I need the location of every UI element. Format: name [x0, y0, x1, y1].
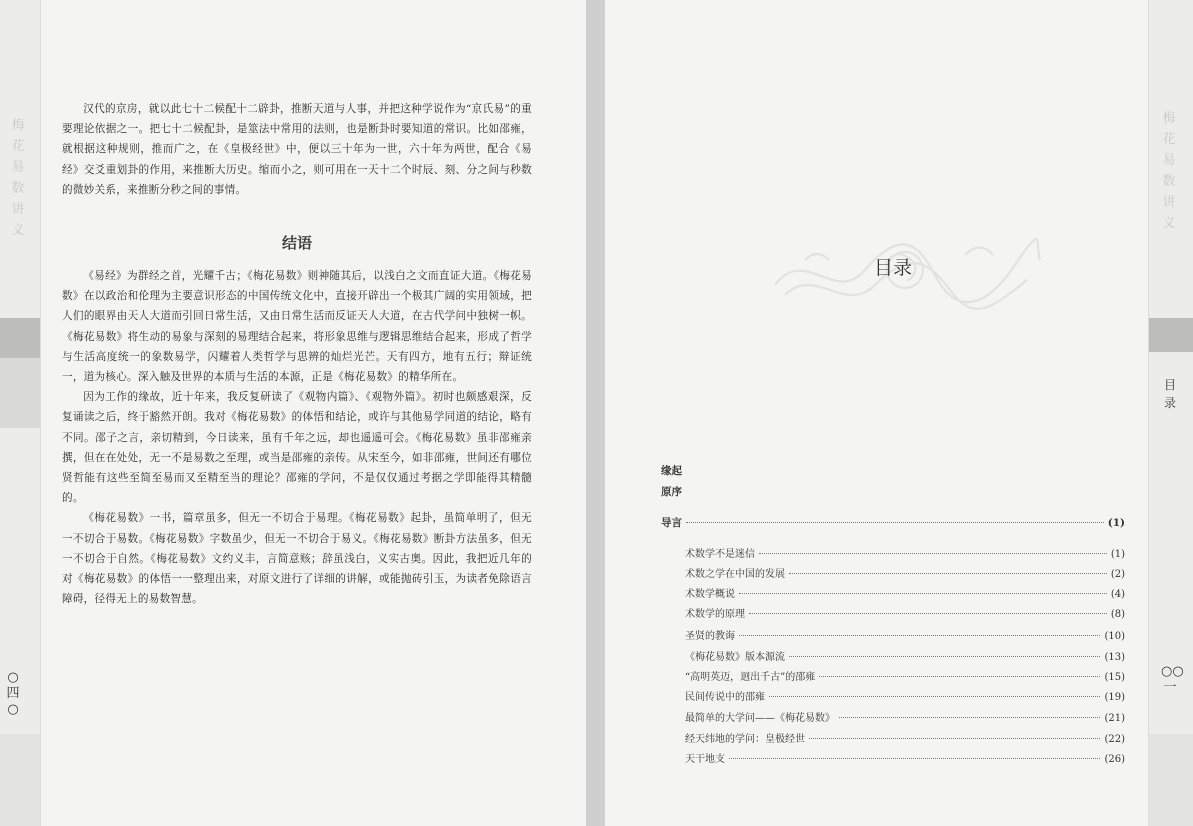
- toc-item-page: (1): [1110, 549, 1125, 560]
- toc-leader-dots: [759, 553, 1107, 554]
- toc-leader-dots: [839, 717, 1100, 718]
- toc-item-page: (15): [1104, 672, 1125, 683]
- toc-item-title: 天干地支: [685, 754, 725, 765]
- toc-item-title: 《梅花易数》版本源流: [685, 652, 785, 663]
- left-bottom-band: [0, 734, 40, 826]
- toc-item-page: (8): [1110, 609, 1125, 620]
- toc-item-title: 术数之学在中国的发展: [685, 569, 785, 580]
- toc-item-page: (10): [1104, 631, 1125, 642]
- toc-subitem[interactable]: [685, 605, 1125, 620]
- right-page-number: ○○一: [1161, 664, 1184, 695]
- right-side-title: 梅花易数讲义: [1162, 111, 1176, 231]
- paragraph: 因为工作的缘故，近十年来，我反复研读了《观物内篇》、《观物外篇》。初时也颇感艰深，反复诵读之后，终于豁然开朗。我对《梅花易数》的体悟和结论，或许与其他易学同道的结论，略有不同。邵子之言，亲切精到，今日读来，虽有千年之远，却也遥遥可会。《梅花易数》虽非邵雍亲撰，但在在处处，无一不是易数之至理，或当是邵雍的亲传。从宋至今，如非邵雍，世间还有哪位贤哲能有这些至简至易而又至精至当的理论？邵雍的学问，不是仅仅通过考据之学即能得其精髓的。: [62, 391, 532, 505]
- right-bottom-band: [1149, 734, 1193, 826]
- right-page: [605, 0, 1193, 826]
- toc-leader-dots: [686, 522, 1104, 523]
- toc-item-title: 术数学不是迷信: [685, 549, 755, 560]
- toc-item-original-preface[interactable]: 原序: [661, 486, 682, 498]
- left-side-title: 梅花易数讲义: [11, 118, 25, 238]
- toc-title: 目录: [873, 257, 912, 279]
- section-heading: 结语: [281, 234, 312, 252]
- toc-item-title: 术数学概说: [685, 589, 735, 600]
- body-text-block-1: [62, 99, 532, 200]
- toc-item-page: (2): [1110, 569, 1125, 580]
- body-text-block-2: [62, 266, 532, 609]
- paragraph: 汉代的京房，就以此七十二候配十二辟卦，推断天道与人事，并把这种学说作为“京氏易”的重要理论依据之一。把七十二候配卦，是筮法中常用的法则，也是断卦时要知道的常识。比如邵雍，就根据这种规则，推而广之，在《皇极经世》中，便以三十年为一世，六十年为两世，配合《易经》交爻重划卦的作用，来推断大历史。缩而小之，则可用在一天十二个时辰、刻、分之间与秒数的微妙关系，来推断分秒之间的事情。: [62, 103, 532, 196]
- toc-item-page: (19): [1104, 692, 1125, 703]
- toc-item-title: 最简单的大学问——《梅花易数》: [685, 713, 835, 724]
- toc-leader-dots: [819, 676, 1100, 677]
- toc-subitem[interactable]: [685, 627, 1125, 642]
- toc-item-page: (22): [1104, 734, 1125, 745]
- toc-leader-dots: [809, 738, 1100, 739]
- toc-item-introduction[interactable]: [661, 515, 1125, 530]
- left-page-number: ○四○: [6, 670, 20, 717]
- toc-subitem[interactable]: [685, 688, 1125, 703]
- book-gutter: [586, 0, 605, 826]
- toc-item-title: 术数学的原理: [685, 609, 745, 620]
- right-side-label: 目录: [1163, 378, 1176, 410]
- toc-item-preface[interactable]: 缘起: [661, 465, 682, 477]
- toc-item-page: (4): [1110, 589, 1125, 600]
- toc-subitem[interactable]: [685, 565, 1125, 580]
- toc-subitem[interactable]: [685, 730, 1125, 745]
- toc-leader-dots: [739, 593, 1107, 594]
- toc-item-title: 圣贤的教诲: [685, 631, 735, 642]
- right-side-tab: [1149, 318, 1193, 352]
- toc-subitem[interactable]: [685, 750, 1125, 765]
- toc-item-title: “高明英迈，迥出千古”的邵雍: [685, 672, 816, 683]
- toc-item-page: (21): [1104, 713, 1125, 724]
- toc-subitem[interactable]: [685, 585, 1125, 600]
- toc-leader-dots: [789, 573, 1107, 574]
- toc-leader-dots: [729, 758, 1100, 759]
- toc-leader-dots: [739, 635, 1100, 636]
- toc-item-page: (1): [1107, 517, 1125, 529]
- toc-item-title: 经天纬地的学问：皇极经世: [685, 734, 805, 745]
- left-page: [0, 0, 586, 826]
- paragraph: 《易经》为群经之首，光耀千古；《梅花易数》则神随其后，以浅白之文而直证大道。《梅花易数》在以政治和伦理为主要意识形态的中国传统文化中，直接开辟出一个极其广阔的实用领域，把人们的眼界由天人大道而引回日常生活，又由日常生活而反证天人大道，在古代学问中独树一帜。《梅花易数》将生动的易象与深刻的易理结合起来，将形象思维与逻辑思维结合起来，形成了哲学与生活高度统一的象数易学，闪耀着人类哲学与思辨的灿烂光芒。天有四方，地有五行；辩证统一，道为核心。深入触及世界的本质与生活的本源，正是《梅花易数》的精华所在。: [62, 270, 532, 384]
- toc-subitem[interactable]: [685, 709, 1125, 724]
- toc-subitem[interactable]: [685, 668, 1125, 683]
- toc-leader-dots: [769, 696, 1100, 697]
- toc-subitem[interactable]: [685, 545, 1125, 560]
- toc-leader-dots: [789, 656, 1100, 657]
- left-side-tab-light: [0, 358, 40, 428]
- left-side-tab: [0, 318, 40, 358]
- toc-leader-dots: [749, 613, 1107, 614]
- toc-item-title: 民间传说中的邵雍: [685, 692, 765, 703]
- toc-subitem[interactable]: [685, 648, 1125, 663]
- paragraph: 《梅花易数》一书，篇章虽多，但无一不切合于易理。《梅花易数》起卦，虽简单明了，但无一不切合于易数。《梅花易数》字数虽少，但无一不切合于易义。《梅花易数》断卦方法虽多，但无一不切合于自然。《梅花易数》文约义丰，言简意赅；辞虽浅白，义实古奥。因此，我把近几年的对《梅花易数》的体悟一一整理出来，对原文进行了详细的讲解，或能抛砖引玉，为读者免除语言障碍，径得无上的易数智慧。: [62, 512, 532, 606]
- toc-item-title: 导言: [661, 517, 682, 529]
- toc-item-page: (13): [1104, 652, 1125, 663]
- toc-item-page: (26): [1104, 754, 1125, 765]
